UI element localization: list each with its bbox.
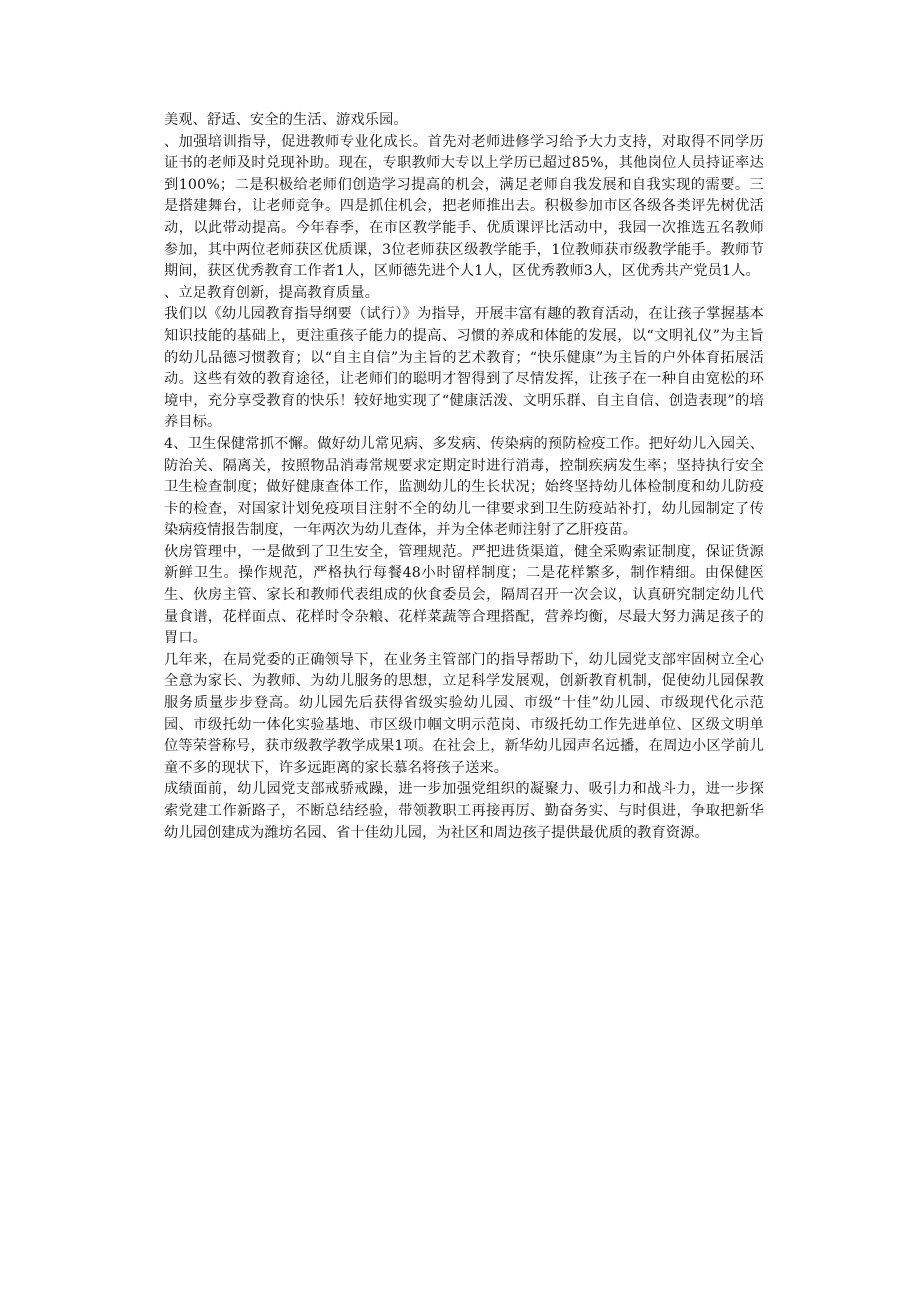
paragraph-kitchen-management: 伙房管理中，一是做到了卫生安全，管理规范。严把进货渠道，健全采购索证制度，保证货源新鲜卫生。操作规范，严格执行每餐48小时留样制度；二是花样繁多，制作精细。由保健医生、伙房主管、家长和教师代表组成的伙食委员会，隔周召开一次会议，认真研究制定幼儿代量食谱，花样面点、花样时令杂粮、花样菜蔬等合理搭配，营养均衡，尽最大努力满足孩子的胃口。 xyxy=(164,543,764,647)
paragraph-teacher-training: 、加强培训指导，促进教师专业化成长。首先对老师进修学习给予大力支持，对取得不同学历证书的老师及时兑现补助。现在，专职教师大专以上学历已超过85%，其他岗位人员持证率达到100%；二是积极给老师们创造学习提高的机会，满足老师自我发展和自我实现的需要。三是搭建舞台，让老师竞争。四是抓住机会，把老师推出去。积极参加市区各级各类评先树优活动，以此带动提高。今年春季，在市区教学能手、优质课评比活动中，我园一次推选五名教师参加，其中两位老师获区优质课，3位老师获区级教学能手，1位教师获市级教学能手。教师节期间，获区优秀教育工作者1人，区师德先进个人1人，区优秀教师3人，区优秀共产党员1人。 xyxy=(164,133,764,280)
paragraph-conclusion: 成绩面前，幼儿园党支部戒骄戒躁，进一步加强党组织的凝聚力、吸引力和战斗力，进一步探索党建工作新路子，不断总结经验，带领教职工再接再厉、勤奋务实、与时俱进，争取把新华幼儿园创建成为潍坊名园、省十佳幼儿园，为社区和周边孩子提供最优质的教育资源。 xyxy=(164,781,764,841)
paragraph-intro-line: 美观、舒适、安全的生活、游戏乐园。 xyxy=(164,112,408,128)
paragraph-education-innovation-heading: 、立足教育创新，提高教育质量。 xyxy=(164,284,380,301)
paragraph-achievements: 几年来，在局党委的正确领导下，在业务主管部门的指导帮助下，幼儿园党支部牢固树立全心全意为家长、为教师、为幼儿服务的思想，立足科学发展观，创新教育机制，促使幼儿园保教服务质量步步登高。幼儿园先后获得省级实验幼儿园、市级“十佳”幼儿园、市级现代化示范园、市级托幼一体化实验基地、市区级巾帼文明示范岗、市级托幼工作先进单位、区级文明单位等荣誉称号，获市级教学教学成果1项。在社会上，新华幼儿园声名远播，在周边小区学前儿童不多的现状下，许多远距离的家长慕名将孩子送来。 xyxy=(164,651,764,776)
paragraph-education-activities: 我们以《幼儿园教育指导纲要（试行）》为指导，开展丰富有趣的教育活动，在让孩子掌握基本知识技能的基础上，更注重孩子能力的提高、习惯的养成和体能的发展，以“文明礼仪”为主旨的幼儿品德习惯教育；以“自主自信”为主旨的艺术教育；“快乐健康”为主旨的户外体育拓展活动。这些有效的教育途径，让老师们的聪明才智得到了尽情发挥，让孩子在一种自由宽松的环境中，充分享受教育的快乐！较好地实现了“健康活泼、文明乐群、自主自信、创造表现”的培养目标。 xyxy=(164,306,764,431)
document-body xyxy=(164,110,764,844)
paragraph-health-care: 4、卫生保健常抓不懈。做好幼儿常见病、多发病、传染病的预防检疫工作。把好幼儿入园关、防治关、隔离关，按照物品消毒常规要求定期定时进行消毒，控制疾病发生率；坚持执行安全卫生检查制度；做好健康查体工作，监测幼儿的生长状况；始终坚持幼儿体检制度和幼儿防疫卡的检查，对国家计划免疫项目注射不全的幼儿一律要求到卫生防疫站补打，幼儿园制定了传染病疫情报告制度，一年两次为幼儿查体，并为全体老师注射了乙肝疫苗。 xyxy=(164,435,764,539)
